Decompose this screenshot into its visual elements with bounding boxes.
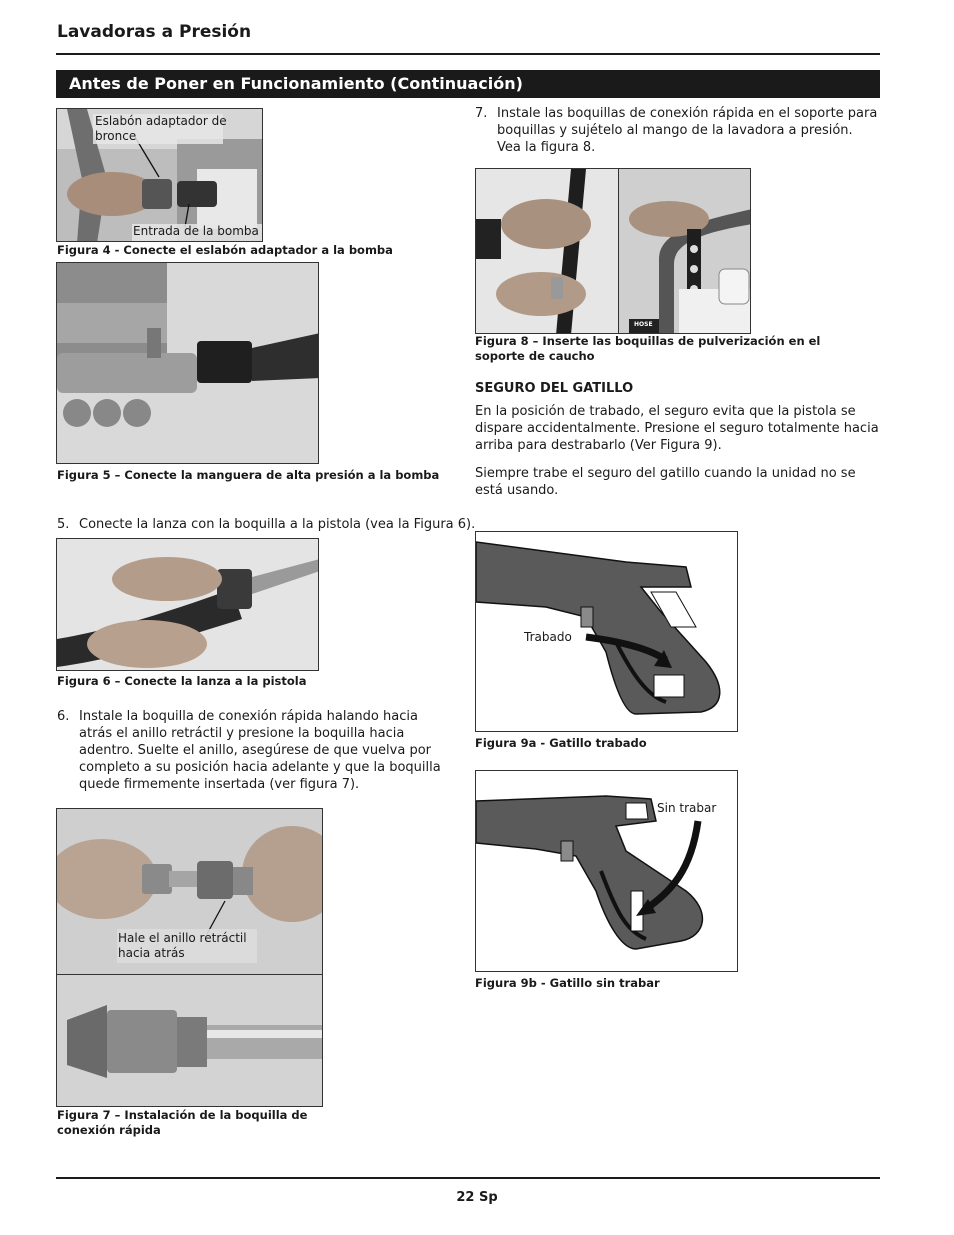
- figure-8-photo-left: [475, 168, 620, 334]
- figure-6-caption: Figura 6 – Conecte la lanza a la pistola: [57, 674, 307, 688]
- figure-7-caption: Figura 7 – Instalación de la boquilla de conexión rápida: [57, 1108, 308, 1137]
- page-number: 22 Sp: [456, 1190, 498, 1205]
- figure-9b-callout-unlocked: Sin trabar: [657, 801, 717, 815]
- step-5: [57, 516, 476, 534]
- step-5-number: 5.: [57, 517, 70, 532]
- figure-4-callout-adapter: Eslabón adaptador de bronce: [95, 114, 227, 143]
- figure-9a-callout-locked: Trabado: [524, 630, 572, 644]
- figure-8-caption: Figura 8 – Inserte las boquillas de pulverización en el soporte de caucho: [475, 334, 821, 363]
- figure-7-photo-bottom: [56, 974, 323, 1107]
- figure-9a-caption: Figura 9a - Gatillo trabado: [475, 736, 647, 750]
- trigger-lock-paragraph-1: En la posición de trabado, el seguro evita que la pistola se dispare accidentalmente. Presione el seguro totalmente hacia arriba para destrabarlo (Ver Figura 9).: [475, 404, 879, 453]
- header-rule: [56, 53, 880, 55]
- figure-5-caption: Figura 5 – Conecte la manguera de alta presión a la bomba: [57, 468, 440, 482]
- trigger-lock-heading: SEGURO DEL GATILLO: [475, 381, 634, 396]
- figure-8-hose-label: HOSE: [634, 321, 653, 328]
- figure-4-callout-inlet: Entrada de la bomba: [133, 224, 259, 238]
- step-6: [57, 708, 457, 794]
- figure-5-photo: [56, 262, 319, 464]
- step-6-text: Instale la boquilla de conexión rápida halando hacia atrás el anillo retráctil y presione la boquilla hacia adentro. Suelte el anillo, asegúrese de que vuelva por completo a su posición hacia adelante y que la boquilla quede firmemente insertada (ver figura 7).: [79, 709, 441, 792]
- page-header-title: Lavadoras a Presión: [57, 22, 252, 42]
- step-7: [475, 105, 880, 159]
- figure-4-caption: Figura 4 - Conecte el eslabón adaptador a la bomba: [57, 243, 393, 257]
- figure-6-photo: [56, 538, 319, 671]
- step-5-text: Conecte la lanza con la boquilla a la pistola (vea la Figura 6).: [79, 517, 476, 532]
- figure-9b-caption: Figura 9b - Gatillo sin trabar: [475, 976, 660, 990]
- trigger-lock-paragraph-2: Siempre trabe el seguro del gatillo cuando la unidad no se está usando.: [475, 466, 856, 498]
- step-6-number: 6.: [57, 709, 70, 724]
- figure-7-callout: Hale el anillo retráctil hacia atrás: [118, 931, 247, 960]
- footer-rule: [56, 1177, 880, 1179]
- figure-9a-diagram: [475, 531, 738, 732]
- section-title: Antes de Poner en Funcionamiento (Continuación): [69, 74, 523, 93]
- step-7-number: 7.: [475, 106, 488, 121]
- section-title-bar: [56, 70, 880, 98]
- figure-8-photo-right: [618, 168, 751, 334]
- step-7-text: Instale las boquillas de conexión rápida en el soporte para boquillas y sujételo al mango de la lavadora a presión. Vea la figura 8.: [497, 106, 878, 155]
